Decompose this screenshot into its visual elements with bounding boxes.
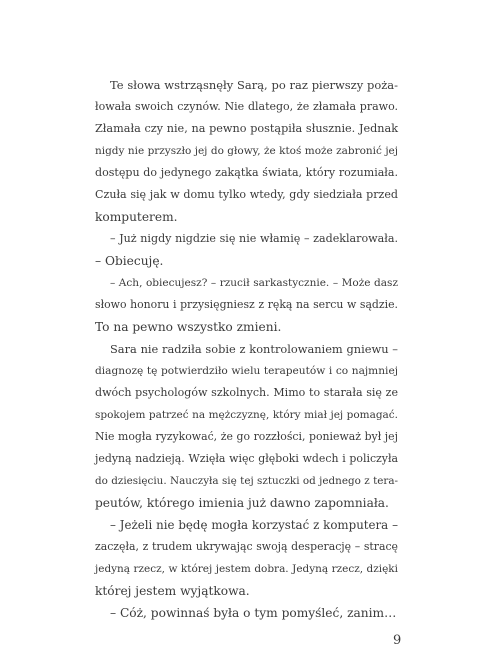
- text-line: diagnozę tę potwierdziło wielu terapeutów i co najmniej: [95, 365, 398, 377]
- text-line: jedyną rzecz, w której jestem dobra. Jedyną rzecz, dzięki: [95, 563, 398, 575]
- text-line: zaczęła, z trudem ukrywając swoją desperację – stracę: [95, 540, 398, 553]
- text-line: jedyną nadzieją. Wzięła więc głęboki wdech i policzyła: [95, 452, 398, 465]
- text-line: spokojem patrzeć na mężczyznę, który miał jej pomagać.: [95, 409, 398, 421]
- text-line: której jestem wyjątkowa.: [95, 584, 250, 598]
- text-line: – Obiecuję.: [95, 254, 164, 268]
- text-line: komputerem.: [95, 210, 178, 224]
- body-text: [95, 74, 398, 624]
- text-line: – Już nigdy nigdzie się nie włamię – zadeklarowała.: [110, 232, 398, 245]
- text-line: dwóch psychologów szkolnych. Mimo to starała się ze: [95, 386, 398, 399]
- text-line: – Jeżeli nie będę mogła korzystać z komputera –: [110, 518, 398, 532]
- text-line: To na pewno wszystko zmieni.: [95, 320, 282, 334]
- text-line: – Cóż, powinnaś była o tym pomyśleć, zanim…: [110, 606, 397, 620]
- text-line: do dziesięciu. Nauczyła się tej sztuczki od jednego z tera-: [95, 475, 398, 487]
- text-line: łowała swoich czynów. Nie dlatego, że złamała prawo.: [95, 100, 398, 113]
- text-line: – Ach, obiecujesz? – rzucił sarkastycznie. – Może dasz: [110, 277, 398, 289]
- text-line: Złamała czy nie, na pewno postąpiła słusznie. Jednak: [95, 122, 398, 135]
- text-line: peutów, którego imienia już dawno zapomniała.: [95, 496, 389, 510]
- text-line: Nie mogła ryzykować, że go rozzłości, ponieważ był jej: [95, 430, 398, 443]
- text-line: Te słowa wstrząsnęły Sarą, po raz pierwszy poża-: [110, 78, 398, 92]
- text-line: dostępu do jedynego zakątka świata, który rozumiała.: [95, 166, 398, 179]
- text-line: Czuła się jak w domu tylko wtedy, gdy siedziała przed: [95, 188, 398, 201]
- page-number: 9: [393, 633, 402, 648]
- text-line: słowo honoru i przysięgniesz z ręką na sercu w sądzie.: [95, 298, 398, 311]
- text-line: nigdy nie przyszło jej do głowy, że ktoś może zabronić jej: [95, 145, 398, 157]
- text-line: Sara nie radziła sobie z kontrolowaniem gniewu –: [110, 342, 398, 356]
